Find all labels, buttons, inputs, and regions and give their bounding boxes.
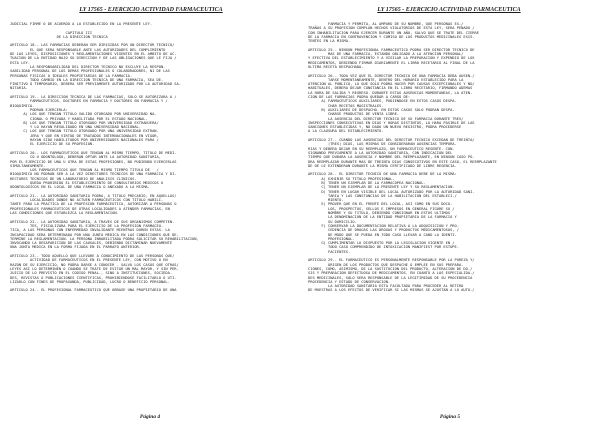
text-line: F) CONSERVAR LA DOCUMENTACION RELATIVA A LA ADQUISICION Y PRO- [308, 223, 459, 228]
page-right [300, 0, 600, 424]
text-line: LOS FARMACEUTICOS QUE TENGAN AL MISMO TIEMPO TITULO DE / [10, 168, 159, 173]
text-line: ARTICULO 29.- EL FARMACEUTICO ES PERSONALMENTE RESPONSABLE POR LA PUREZA Y/ [308, 258, 475, 263]
text-line: TODO CASO COMPRENDIDO DE INTOXICACION MANIFIEST POR ESTUPE- [308, 245, 459, 250]
page-body [10, 22, 292, 293]
text-line: SIS Y PREPARACION DEFECTUOSA DE MEDICAMENTOS. EN CUANTO A LOS ESPECIALIDA-/ [308, 271, 475, 276]
text-line: HAYAN SIDO HABILITADOS POR UNIVERSIDADES NACIONALES PARA / [10, 138, 159, 143]
text-line: BIOQUIMICA. [10, 103, 35, 108]
text-line: LA HORA DE SALIDA Y REGRESO. DURANTE ESTAS AUSENCIAS MOMENTANEAS, LA ATEN- [308, 90, 473, 95]
text-line: LEYES ASI LO DETERMINEN O CUANDO SE TRATE DE EVITAR UN MAL MAYOR, Y SIN PER- [10, 266, 179, 271]
text-line: MIENTO. [308, 198, 344, 203]
text-line: HABITUALES, DEBERA DEJAR CONSTANCIA EN EL LIBRO RECETARIO, FIRMANDO ADEMAS [308, 86, 473, 91]
text-line: G) CUMPLIMENTAR LO DISPUESTO POR LA LEGISLACION VIGENTE EN / [308, 241, 455, 246]
text-line: LA AUTORIDAD SANITARIA ESTA FACULTADA PARA PROCEDER AL RETIRO [308, 284, 464, 289]
text-line: NITARIA. [10, 86, 28, 91]
text-line: DES, REVISTAS O PUBLICACIONES CIENTIFICAS, PROHIBIENDOSE FACILITARLO O UTI- [10, 275, 177, 280]
text-line: FARMACIA Y PERMITA, AL AMPARO DE SU NOMBRE, QUE PERSONAS EX-/ [308, 22, 464, 26]
text-line: A) FARMACEUTICOS AUXILIARES, PUDIENDOSE EN ESTOS CASOS DESPA- [308, 99, 457, 104]
text-line: A LA CLAUSURA DEL ESTABLECIMIENTO. [308, 129, 384, 134]
text-line: JERA Y QUE EN VIRTUD DE TRATADOS INTERNACIONALES EN VIGOR, [10, 133, 159, 138]
text-line: SABILIDAD PERSONAL DE LOS DEMAS PROFESIONALES O COLABORADORES, NI DE LAS [10, 69, 170, 74]
text-line: ODONTOLOGICOS EN EL LOCAL DE UNA FARMACIA O ANEXADO A LA MISMA. [10, 185, 150, 190]
text-line: DE LA FARMACIA EN CONTRAVENCION Y COMISO DE LOS PRODUCTOS MEDICINALES EXIS- [308, 34, 475, 39]
text-line: INCAPACIDAD SERA DETERMINADA POR UNA JUNTA MEDICA EN LAS CONDICIONES QUE DE- [10, 232, 179, 237]
text-line: ARTICULO 21.- LA AUTORIDAD SANITARIA PODRA, A TITULO PRECARIO, EN AQUELLAS/ [10, 193, 177, 198]
text-line: ARTICULO 22.- LA AUTORIDAD SANITARIA, A TRAVES DE SUS ORGANISMOS COMPETEN- [10, 219, 175, 224]
text-line: B) TENER UN EJEMPLAR DE LA FARMACOPEA NACIONAL. [308, 180, 426, 185]
text-line: ARTICULO 23.- TODO AQUELLO QUE LLEVARE A CONOCIMIENTO DE LAS PERSONAS QUE/ [10, 254, 175, 259]
text-line: B) LOS QUE TENGAN TITULO OTORGADO POR UNIVERSIDAD EXTRANJERA/ [10, 120, 159, 125]
text-line: DRA REEMPLAZAR DURANTE MAS DE TREINTA DIAS CONSECUTIVOS EN ESTE CASO, EL REEMPLAZANTE [308, 159, 497, 164]
text-line: A) EXHIBIR SU TITULO PROFESIONAL. [308, 176, 395, 181]
text-line: TES, FISCALIZARA PARA EL EJERCICIO DE LA PROFESION FARMACEU- [10, 223, 164, 228]
text-line: EL EJERCICIO DE SU PROFESION. [10, 142, 95, 147]
text-line: ARTICULO 27.- CUANDO LAS AUSENCIAS DEL DIRECTOR TECNICO EXCEDAN DE TREINTA/ [308, 138, 475, 143]
text-line: POR EL EJERCICIO DE UNA U OTRA DE ESTAS PROFESIONES, NO PUDIENDO EJERCERLAS [10, 159, 177, 164]
text-line: JUDICIAL FIRME O DE ACUERDO A LO ESTABLECIDO EN LA PRESENTE LEY. [10, 22, 153, 26]
text-line: ATENCION AL PUBLICO, LO QUE SOLO PODRA HACER POR CAUSAS EXCEPCIONALES Y NO/ [308, 82, 475, 87]
text-line: SIGNANDO PREVIAMENTE A LA AUTORIDAD SANITARIA, CON INDICACION DEL [308, 150, 453, 155]
text-line: ESTA LEY. [10, 60, 30, 65]
text-line: ARTICULO 26.- TODA VEZ QUE EL DIRECTOR TECNICO DE UNA FARMACIA DEBA AUSEN-/ [308, 73, 475, 78]
text-line: LA RESPONSABILIDAD DEL DIRECTOR TECNICO NO EXCLUYE LA RESPON- [10, 64, 166, 69]
text-line: RECTORES TECNICOS DE UN LABORATORIO DE ANALISIS CLINICOS. [10, 176, 137, 181]
text-line: MEDICAMENTOS, DEBIENDO FIRMAR DIARIAMENTE EL LIBRO RECETARIO AL FINAL DE LA [308, 60, 475, 65]
text-line: C) TENER UN EJEMPLAR DE LA PRESENTE LEY Y SU REGLAMENTACION. [308, 185, 455, 190]
text-line: BIOQUIMICO NO PODRAN SER A LA VEZ DIRECTORES TECNICOS DE UNA FARMACIA Y DI- [10, 172, 177, 177]
text-line: C) LOS QUE TENGAN TITULO OTORGADO POR UNA UNIVERSIDAD EXTRAN- [10, 129, 159, 134]
text-line: ARTICULO 24.- EL PROFESIONAL FARMACEUTICO QUE OBRASE UNA PROPIETARIO DE UNA [10, 288, 177, 293]
text-line: SANCIONES ESTABLECIDAS Y, NO DADO UN NUEVO REGISTRO, PODRA PROCEDERSE [308, 125, 462, 130]
text-line: LAS CONDICIONES QUE ESTABLEZCA LA REGLAMENTACION. [10, 211, 119, 216]
text-line: TICA, A LAS PERSONAS CON ENFERMEDAD INVALIDANTE MIENTRAS DUREN ESTAS. LA [10, 228, 170, 233]
text-line: LA DENOMINACION DE LA ENTIDAD PROPIETARIA DE LA FARMACIA Y [308, 215, 457, 220]
text-line: TERMINE LA REGLAMENTACION. LA PERSONA INHABILITADA PODRA SOLICITAR SU REHABILITACION, [10, 236, 199, 241]
text-line: B) AUXILIARES DE DESPACHO. EN ESTOS CASOS SOLO PODRAN DESPA- [308, 107, 455, 112]
text-line: FACIENTES. [308, 249, 351, 254]
text-line: QUEDA PROHIBIDO EL ESTABLECIMIENTO DE CONSULTORIOS MEDICOS U [10, 180, 164, 185]
text-line: ARTICULO 19.- LA DIRECCION TECNICA DE LAS FARMACIAS, SOLO SE AUTORIZARA A / [10, 95, 177, 100]
text-line: TENTES EN LA MISMA. [308, 39, 351, 44]
text-line: SU DOMICILIO. [308, 219, 357, 224]
text-line: CAPITULO III [10, 30, 93, 35]
text-line: ACTIVIDAD DE FARMACEUTICOS EN EL PRESENTE LEY, CON MOTIVO O EN [10, 258, 168, 263]
page-header: LY 17565 - EJERCICIO ACTIVIDAD FARMACEUTICA [79, 7, 223, 13]
text-line: LOCALIDADES DONDE NO ACTUEN FARMACEUTICOS CON TITULO HABILI- [10, 198, 164, 203]
text-line: ARTICULO 25.- NINGUN PROFESIONAL FARMACEUTICO PODRA SER DIRECTOR TECNICO DE [308, 47, 475, 52]
text-line: E) PROVER QUE EN EL FRENTE DEL LOCAL, ASI COMO EN SUS DOCU- [308, 202, 453, 207]
text-line: TIEMPO QUE DURARA LA AUSENCIA Y NOMBRE DEL REEMPLAZANTE, EN NINGUN CASO PO- [308, 155, 475, 160]
text-line: MAS DE UNA FARMACIA, ESTANDO OBLIGADO A LA ATENCION PERSONAL/ [308, 52, 464, 57]
text-line: SIMULTANEAMENTE. [10, 163, 46, 168]
text-line: ULTIMA RECETA DESPACHADA. [308, 64, 364, 69]
text-line: PROFESIONALES FARMACEUTICOS DE OTRAS LOCALIDADES A ATENDER FARMACIAS, EN [10, 206, 170, 211]
text-line: CIONAL O PRIVADA Y HABILITADA POR EL ESTADO NACIONAL. [10, 116, 148, 121]
page-number: Página 4 [139, 414, 161, 420]
text-line: FARMACEUTICOS, DOCTORES EN FARMACIA Y DOCTORES EN FARMACIA Y / [10, 99, 168, 104]
page-body [308, 22, 590, 293]
text-line: Y EFECTIVA DEL ESTABLECIMIENTO Y A VIGILAR LA PREPARACION Y EXPENDIO DE LOS [308, 56, 475, 61]
text-line: (TRES) DIAS, LAS MISMAS DE CONSIDERARAN AUSENCIAS TEMPORA- [308, 142, 457, 147]
text-line: EL QUE SERA RESPONSABLE ANTE LAS AUTORIDADES DEL CUMPLIMIENTO [10, 47, 166, 52]
text-line: DE LA DIRECCION TECNICA [10, 34, 108, 39]
text-line: PERSONAS FISICAS O IDEALES PROPIETARIAS DE LA FARMACIA. [10, 73, 133, 78]
text-line: DES MEDICINALES, SOLO SERA RESPONSABLE DE LA LEGITIMIDAD DE SU PROCEDENCIA [308, 275, 473, 280]
text-line: DE MODO QUE SE PUEDA EN TODO CASO LLEVAR A CABO LA IDENTI- [308, 232, 457, 237]
text-line: FINITIVO O TEMPORARIO, DEBERA SER PREVIAMENTE AUTORIZADO POR LA AUTORIDAD SA- [10, 82, 181, 87]
text-line: TARIA Y LAS CONSTANCIAS DE LA HABILITACION DEL ESTABLECI-/ [308, 193, 457, 198]
text-line: A) LOS QUE TENGAN TITULO VALIDO OTORGADO POR UNIVERSIDAD NA- [10, 112, 157, 117]
text-line: CON INHABILITACION PARA EJERCER DURANTE UN AÑO, SALVO QUE SE TRATE DEL CIERRE [308, 30, 479, 35]
text-line: RIAS Y DEBERA DEJAR EN SU REEMPLAZO, UN FARMACEUTICO REGENTE. CON- [308, 146, 455, 151]
text-line: TRAÑAS A SU PROFESION CUMPLAN HECHOS VIOLATORIOS DE ESTA LEY, SERA PENADO / [308, 26, 475, 31]
text-line: INVOCANDO LA DESAPARICION DE LAS CAUSALES, DEBIENDO DICTAMINAR NUEVAMENTE [10, 241, 173, 246]
text-line: PROCEDENCIA Y ESTADO DE CONSERVACION. [308, 279, 391, 284]
text-line: ARTICULO 18.- LAS FARMACIAS DEBERAN SER DIRIGIDAS POR UN DIRECTOR TECNICO/ [10, 43, 175, 48]
text-line: CO U ODONTOLOGO, DEBERAN OPTAR ANTE LA AUTORIDAD SANITARIA, [10, 155, 161, 160]
page-number: Página 5 [439, 414, 461, 420]
page-header: LY 17565 - EJERCICIO ACTIVIDAD FARMACEUTICA [377, 7, 521, 13]
text-line: LA AUSENCIA DEL DIRECTOR TECNICO DE SU FARMACIA DURANTE TRES/ [308, 116, 464, 121]
text-line: D) TENER EN LUGAR VISIBLE DEL LOCAL AUTORIZADO POR LA AUTORIDAD SANI- [308, 189, 475, 194]
text-line: CION DE LAS FARMACIAS PODRA QUEDAR A CARGO DE: [308, 95, 411, 100]
text-line: ARTICULO 28.- EL DIRECTOR TECNICO DE UNA FARMACIA DEBE DE LA MISMA: [308, 172, 457, 177]
text-line: NOMBRE Y SU TITULO, DEBIENDO CONSIGNAR EN ESTOS ULTIMOS [308, 211, 451, 216]
text-line: Y LO HAYAN REVALIDADO EN UNA UNIVERSIDAD NACIONAL. [10, 125, 141, 130]
text-line: ORIGEN DE LOS PRODUCTOS QUE DESPACHE O EMPLEE EN SUS PREPARA- [308, 262, 464, 267]
text-line: PROFESIONAL. [308, 236, 355, 241]
text-line: DE DE LE EXTENDERAN DURANTE LA MISMA CERTIFICADO DE LIBRE REGENCIA. [308, 163, 457, 168]
text-line: INSPECCIONES CONSECUTIVAS EN DIAS Y HORAS DISTINTOS, LO HARA PASIBLE DE LAS [308, 120, 475, 125]
text-line: CHARSE PRODUCTOS DE VENTA LIBRE. [308, 112, 400, 117]
text-line: RAZON DE SU EJERCICIO, NO PODRA DARSE A CONOCER - SALVO LOS CASOS QUE OTRAS/ [10, 262, 179, 267]
text-line: CIONES, COMO, ASIMISMO, DE LA SUSTITUCION DEL PRODUCTO, ALTERACION DE DO-/ [308, 266, 473, 271]
text-line: CHAR RECETAS MAGISTRALES. [308, 103, 384, 108]
text-line: ARTICULO 20.- LOS FARMACEUTICOS QUE TENGAN AL MISMO TIEMPO, TITULO DE MEDI- [10, 150, 177, 155]
text-line: CEDENCIA DE DROGAS LAS DROGAS Y PRODUCTOS MEDICAMENTOSOS, / [308, 228, 459, 233]
text-line: JUICIO DE LO PREVISTO EN EL CODIGO PENAL-, SINO A INSTITUCIONES, SOCIEDA- [10, 271, 173, 276]
text-line: LOS, PROSPECTOS, SELLOS E IMPRESOS EN GENERAL FIGURE SU / [308, 206, 455, 211]
text-line: LIZARLO CON FINES DE PROPAGANDA, PUBLICIDAD, LUCRO O BENEFICIO PERSONAL. [10, 279, 170, 284]
text-line: TANTE PARA LA PRACTICA DE LA PROFESION FARMACEUTICA, AUTORIZAR A PERSONAS O [10, 202, 177, 207]
text-line: DE LAS LEYES, DISPOSICIONES Y REGLAMENTACIONES VIGENTES EN EL AMBITO DE AC- [10, 52, 177, 57]
text-line: TARSE MOMENTANEAMENTE, DENTRO DEL HORARIO ESTABLECIDO PARA LA [308, 77, 464, 82]
text-line: TUACION DE LA ENTIDAD BAJO SU DIRECCION Y DE LAS OBLIGACIONES QUE LE FIJA / [10, 56, 177, 61]
text-line: TODO CAMBIO EN LA DIRECCION TECNICA DE UNA FARMACIA, SEA DE- [10, 77, 164, 82]
text-line: DE MUESTRAS A LOS EFECTOS DE VERIFICAR SI LAS MISMAS SE AJUSTAN A LO AUTO-/ [308, 288, 475, 293]
text-line: PODRAN EJERCERLA: [10, 107, 68, 112]
text-line: UNA JUNTA MEDICA EN LA FORMA FIJADA EN EL PARRAFO ANTERIOR. [10, 245, 141, 250]
